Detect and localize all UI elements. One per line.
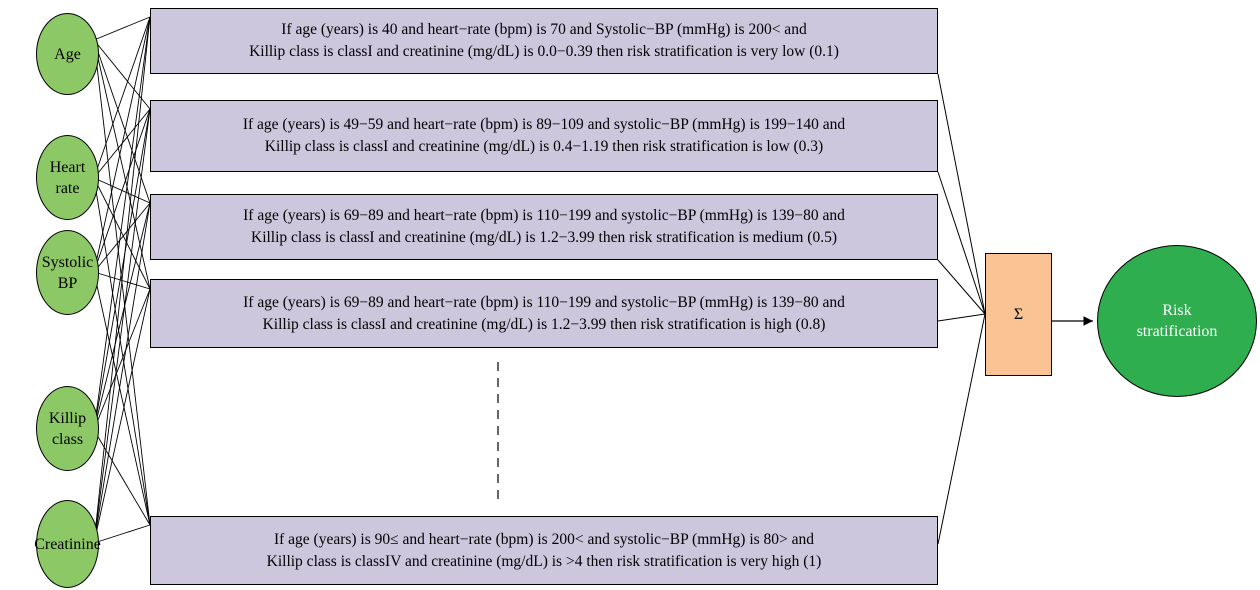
input-4-to-rule-2-line: [94, 203, 150, 543]
rule-box-very-high: [150, 516, 938, 585]
rule-text-line: If age (years) is 40 and heart−rate (bpm) is 70 and Systolic−BP (mmHg) is 200< and: [281, 21, 807, 38]
input-label-systolic-bp: Systolic BP: [41, 253, 94, 292]
input-to-rule-connections: [94, 17, 150, 543]
input-node-killip-class: [36, 386, 99, 471]
input-4-to-rule-0-line: [94, 17, 150, 543]
input-label-heart-rate: Heart rate: [49, 158, 86, 197]
rule-3-to-sum-line: [938, 314, 985, 321]
sigma-symbol: Σ: [1013, 305, 1024, 323]
rule-text-line: If age (years) is 90≤ and heart−rate (bpm) is 200< and systolic−BP (mmHg) is 80> and: [273, 530, 815, 548]
input-label-age: Age: [54, 45, 81, 63]
input-2-to-rule-1-line: [94, 109, 150, 272]
input-1-to-rule-4-line: [94, 178, 150, 525]
sum-aggregator-box: [985, 253, 1052, 376]
rule-box-very-low: [150, 8, 938, 74]
rule-text-line: Killip class is classI and creatinine (mg/dL) is 1.2−3.99 then risk stratification is high (0.8): [262, 315, 826, 333]
rule-box-high: [150, 279, 938, 348]
rule-box-medium: [150, 194, 938, 260]
rule-text-line: Killip class is classIV and creatinine (mg/dL) is >4 then risk stratification is very high (1): [266, 552, 822, 570]
rule-text-line: Killip class is classI and creatinine (mg/dL) is 1.2−3.99 then risk stratification is medium (0.5): [251, 229, 837, 246]
input-0-to-rule-0-line: [94, 17, 150, 40]
input-node-heart-rate: [36, 135, 99, 220]
input-4-to-rule-4-line: [94, 525, 150, 543]
input-label-killip-class: Killip class: [48, 409, 87, 448]
input-node-systolic-bp: [36, 230, 99, 315]
input-label-creatinine: Creatinine: [34, 535, 101, 553]
rule-text-line: Killip class is classI and creatinine (mg/dL) is 0.0−0.39 then risk stratification is very low (0.1): [249, 43, 839, 60]
rule-4-to-sum-line: [938, 314, 985, 544]
rule-2-to-sum-line: [938, 260, 985, 314]
input-0-to-rule-2-line: [94, 40, 150, 203]
rule-box-low: [150, 100, 938, 172]
output-label: Risk stratification: [1136, 302, 1218, 340]
rule-to-sum-connections: [938, 74, 985, 544]
rule-text-line: If age (years) is 69−89 and heart−rate (bpm) is 110−199 and systolic−BP (mmHg) is 139−80 and: [243, 293, 845, 311]
input-3-to-rule-1-line: [94, 109, 150, 430]
rule-text-line: If age (years) is 49−59 and heart−rate (bpm) is 89−109 and systolic−BP (mmHg) is 199−140 and: [242, 116, 846, 133]
rule-text-line: Killip class is classI and creatinine (mg/dL) is 0.4−1.19 then risk stratification is low (0.3): [264, 138, 824, 155]
output-node-risk-stratification: [1097, 245, 1257, 397]
input-node-age: [36, 13, 99, 95]
rule-text-line: If age (years) is 69−89 and heart−rate (bpm) is 110−199 and systolic−BP (mmHg) is 139−80 and: [243, 207, 845, 224]
input-node-creatinine: [36, 500, 99, 588]
